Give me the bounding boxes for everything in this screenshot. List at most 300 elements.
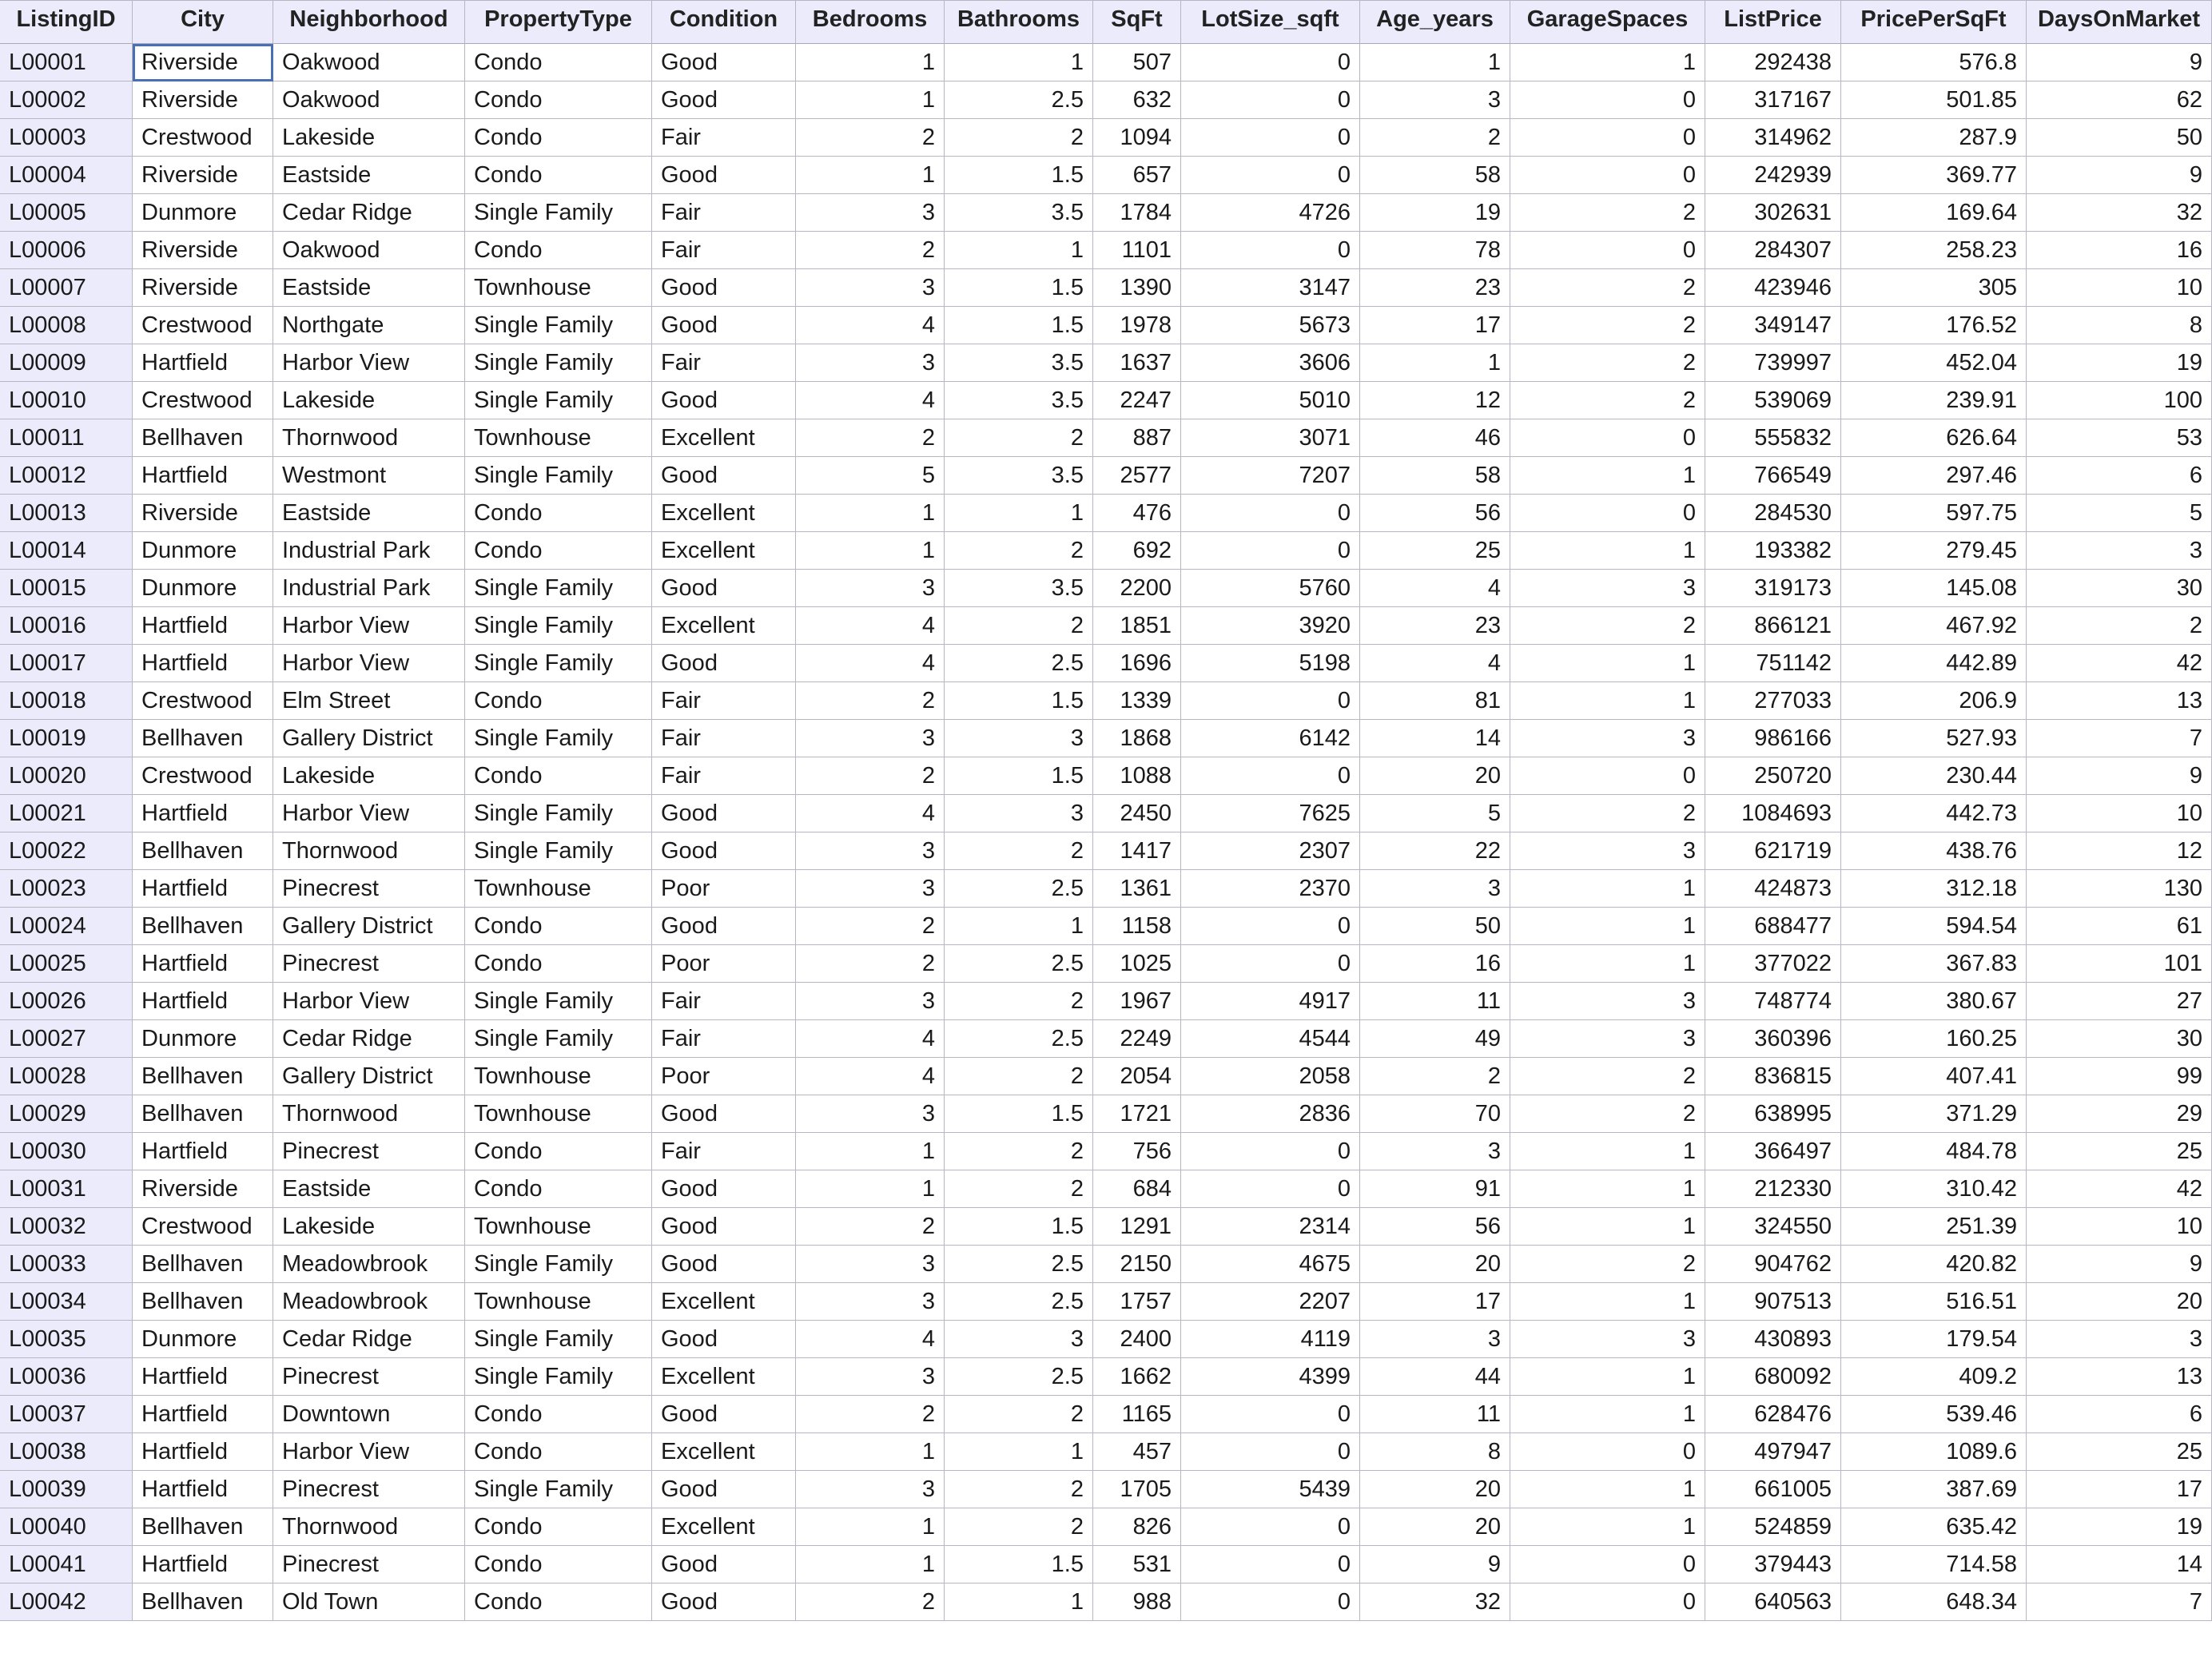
table-cell[interactable]: 1 xyxy=(945,232,1093,269)
table-cell[interactable]: Hartfield xyxy=(133,1546,273,1583)
table-cell[interactable]: 2 xyxy=(796,1396,945,1433)
column-header-bedrooms[interactable]: Bedrooms xyxy=(796,1,945,44)
table-cell[interactable]: 379443 xyxy=(1705,1546,1841,1583)
table-cell[interactable]: 7 xyxy=(2027,720,2212,757)
table-cell[interactable]: Lakeside xyxy=(273,757,465,795)
table-cell[interactable]: 3 xyxy=(1510,720,1705,757)
table-cell[interactable]: Harbor View xyxy=(273,1433,465,1471)
table-cell[interactable]: 324550 xyxy=(1705,1208,1841,1246)
table-cell[interactable]: Bellhaven xyxy=(133,1583,273,1621)
table-cell[interactable]: 2 xyxy=(796,1208,945,1246)
table-cell[interactable]: 58 xyxy=(1360,457,1510,495)
row-header-cell[interactable]: L00032 xyxy=(0,1208,133,1246)
table-cell[interactable]: 2 xyxy=(945,419,1093,457)
table-cell[interactable]: 1705 xyxy=(1093,1471,1181,1508)
table-cell[interactable]: Single Family xyxy=(465,795,652,832)
column-header-garagespaces[interactable]: GarageSpaces xyxy=(1510,1,1705,44)
table-cell[interactable]: 5010 xyxy=(1181,382,1360,419)
table-cell[interactable]: 836815 xyxy=(1705,1058,1841,1095)
table-cell[interactable]: 3.5 xyxy=(945,457,1093,495)
table-cell[interactable]: 0 xyxy=(1510,495,1705,532)
table-cell[interactable]: 1978 xyxy=(1093,307,1181,344)
table-cell[interactable]: 16 xyxy=(1360,945,1510,983)
table-cell[interactable]: 2450 xyxy=(1093,795,1181,832)
column-header-condition[interactable]: Condition xyxy=(652,1,796,44)
table-cell[interactable]: Single Family xyxy=(465,1321,652,1358)
table-cell[interactable]: 1158 xyxy=(1093,908,1181,945)
table-cell[interactable]: 1 xyxy=(945,1433,1093,1471)
table-cell[interactable]: 22 xyxy=(1360,832,1510,870)
table-cell[interactable]: Crestwood xyxy=(133,757,273,795)
table-cell[interactable]: 3 xyxy=(1510,1020,1705,1058)
table-cell[interactable]: 1696 xyxy=(1093,645,1181,682)
table-cell[interactable]: 3 xyxy=(796,983,945,1020)
table-cell[interactable]: 866121 xyxy=(1705,607,1841,645)
table-cell[interactable]: 2 xyxy=(1510,269,1705,307)
table-cell[interactable]: 1868 xyxy=(1093,720,1181,757)
table-cell[interactable]: 4 xyxy=(796,607,945,645)
row-header-cell[interactable]: L00025 xyxy=(0,945,133,983)
row-header-cell[interactable]: L00037 xyxy=(0,1396,133,1433)
table-cell[interactable]: 1 xyxy=(796,157,945,194)
table-cell[interactable]: 297.46 xyxy=(1841,457,2027,495)
table-cell[interactable]: Hartfield xyxy=(133,1396,273,1433)
table-cell[interactable]: 0 xyxy=(1510,119,1705,157)
table-cell[interactable]: 1 xyxy=(796,532,945,570)
table-cell[interactable]: 1721 xyxy=(1093,1095,1181,1133)
table-cell[interactable]: 0 xyxy=(1181,495,1360,532)
table-cell[interactable]: 3 xyxy=(796,344,945,382)
table-cell[interactable]: 2249 xyxy=(1093,1020,1181,1058)
table-cell[interactable]: 0 xyxy=(1181,81,1360,119)
table-cell[interactable]: 91 xyxy=(1360,1170,1510,1208)
table-cell[interactable]: Bellhaven xyxy=(133,720,273,757)
table-cell[interactable]: Cedar Ridge xyxy=(273,1020,465,1058)
table-cell[interactable]: 1.5 xyxy=(945,1546,1093,1583)
table-cell[interactable]: 49 xyxy=(1360,1020,1510,1058)
column-header-listingid[interactable]: ListingID xyxy=(0,1,133,44)
row-header-cell[interactable]: L00022 xyxy=(0,832,133,870)
table-cell[interactable]: Riverside xyxy=(133,81,273,119)
table-cell[interactable]: 14 xyxy=(2027,1546,2212,1583)
table-cell[interactable]: 4 xyxy=(1360,645,1510,682)
table-cell[interactable]: 3147 xyxy=(1181,269,1360,307)
table-cell[interactable]: 457 xyxy=(1093,1433,1181,1471)
table-cell[interactable]: 1 xyxy=(945,1583,1093,1621)
table-cell[interactable]: Eastside xyxy=(273,1170,465,1208)
table-cell[interactable]: 23 xyxy=(1360,607,1510,645)
table-cell[interactable]: 3 xyxy=(796,1471,945,1508)
table-cell[interactable]: Fair xyxy=(652,194,796,232)
table-cell[interactable]: 4399 xyxy=(1181,1358,1360,1396)
column-header-city[interactable]: City xyxy=(133,1,273,44)
table-cell[interactable]: Hartfield xyxy=(133,1471,273,1508)
row-header-cell[interactable]: L00012 xyxy=(0,457,133,495)
table-cell[interactable]: 442.73 xyxy=(1841,795,2027,832)
table-cell[interactable]: Condo xyxy=(465,232,652,269)
table-cell[interactable]: Pinecrest xyxy=(273,1471,465,1508)
table-cell[interactable]: 312.18 xyxy=(1841,870,2027,908)
table-cell[interactable]: Harbor View xyxy=(273,645,465,682)
table-cell[interactable]: 13 xyxy=(2027,682,2212,720)
table-cell[interactable]: 0 xyxy=(1181,1508,1360,1546)
table-cell[interactable]: Townhouse xyxy=(465,1058,652,1095)
table-cell[interactable]: Condo xyxy=(465,1433,652,1471)
row-header-cell[interactable]: L00040 xyxy=(0,1508,133,1546)
table-cell[interactable]: Excellent xyxy=(652,419,796,457)
table-cell[interactable]: Gallery District xyxy=(273,720,465,757)
table-cell[interactable]: Condo xyxy=(465,81,652,119)
table-cell[interactable]: 380.67 xyxy=(1841,983,2027,1020)
table-cell[interactable]: Fair xyxy=(652,232,796,269)
table-cell[interactable]: 2.5 xyxy=(945,945,1093,983)
table-cell[interactable]: Lakeside xyxy=(273,382,465,419)
table-cell[interactable]: Fair xyxy=(652,757,796,795)
table-cell[interactable]: Bellhaven xyxy=(133,1058,273,1095)
table-cell[interactable]: 0 xyxy=(1181,232,1360,269)
table-cell[interactable]: 516.51 xyxy=(1841,1283,2027,1321)
table-cell[interactable]: 3 xyxy=(796,1246,945,1283)
table-cell[interactable]: 476 xyxy=(1093,495,1181,532)
table-cell[interactable]: Industrial Park xyxy=(273,570,465,607)
table-cell[interactable]: 2.5 xyxy=(945,1358,1093,1396)
table-cell[interactable]: Thornwood xyxy=(273,832,465,870)
table-cell[interactable]: 6142 xyxy=(1181,720,1360,757)
table-cell[interactable]: 539069 xyxy=(1705,382,1841,419)
table-cell[interactable]: 8 xyxy=(2027,307,2212,344)
table-cell[interactable]: Crestwood xyxy=(133,382,273,419)
table-cell[interactable]: Hartfield xyxy=(133,645,273,682)
table-cell[interactable]: 6 xyxy=(2027,457,2212,495)
table-cell[interactable]: 2400 xyxy=(1093,1321,1181,1358)
table-cell[interactable]: 0 xyxy=(1510,81,1705,119)
table-cell[interactable]: 2 xyxy=(945,1471,1093,1508)
table-cell[interactable]: 409.2 xyxy=(1841,1358,2027,1396)
table-cell[interactable]: 1.5 xyxy=(945,1208,1093,1246)
table-cell[interactable]: Good xyxy=(652,457,796,495)
table-cell[interactable]: 2577 xyxy=(1093,457,1181,495)
table-cell[interactable]: 145.08 xyxy=(1841,570,2027,607)
table-cell[interactable]: 3.5 xyxy=(945,194,1093,232)
table-cell[interactable]: 1 xyxy=(796,1546,945,1583)
table-cell[interactable]: Condo xyxy=(465,1170,652,1208)
table-cell[interactable]: Hartfield xyxy=(133,607,273,645)
row-header-cell[interactable]: L00042 xyxy=(0,1583,133,1621)
row-header-cell[interactable]: L00039 xyxy=(0,1471,133,1508)
table-cell[interactable]: 1165 xyxy=(1093,1396,1181,1433)
table-cell[interactable]: 99 xyxy=(2027,1058,2212,1095)
table-cell[interactable]: Single Family xyxy=(465,832,652,870)
table-cell[interactable]: 3.5 xyxy=(945,344,1093,382)
table-cell[interactable]: 3.5 xyxy=(945,570,1093,607)
row-header-cell[interactable]: L00011 xyxy=(0,419,133,457)
table-cell[interactable]: 626.64 xyxy=(1841,419,2027,457)
table-cell[interactable]: 4 xyxy=(796,382,945,419)
table-cell[interactable]: Oakwood xyxy=(273,44,465,81)
table-cell[interactable]: 3 xyxy=(796,870,945,908)
table-cell[interactable]: 371.29 xyxy=(1841,1095,2027,1133)
table-cell[interactable]: Downtown xyxy=(273,1396,465,1433)
table-cell[interactable]: Good xyxy=(652,1321,796,1358)
table-cell[interactable]: Crestwood xyxy=(133,307,273,344)
table-cell[interactable]: 1 xyxy=(796,1170,945,1208)
table-cell[interactable]: Condo xyxy=(465,532,652,570)
table-cell[interactable]: 2 xyxy=(945,983,1093,1020)
table-cell[interactable]: Industrial Park xyxy=(273,532,465,570)
table-cell[interactable]: 62 xyxy=(2027,81,2212,119)
column-header-propertytype[interactable]: PropertyType xyxy=(465,1,652,44)
table-cell[interactable]: 2 xyxy=(1510,795,1705,832)
table-cell[interactable]: 1417 xyxy=(1093,832,1181,870)
table-cell[interactable]: 3.5 xyxy=(945,382,1093,419)
table-cell[interactable]: Excellent xyxy=(652,1283,796,1321)
row-header-cell[interactable]: L00023 xyxy=(0,870,133,908)
table-cell[interactable]: 50 xyxy=(1360,908,1510,945)
table-cell[interactable]: 81 xyxy=(1360,682,1510,720)
table-cell[interactable]: 250720 xyxy=(1705,757,1841,795)
table-cell[interactable]: 1 xyxy=(945,44,1093,81)
table-cell[interactable]: 0 xyxy=(1181,1170,1360,1208)
table-cell[interactable]: Dunmore xyxy=(133,1020,273,1058)
table-cell[interactable]: 1851 xyxy=(1093,607,1181,645)
table-cell[interactable]: Single Family xyxy=(465,1471,652,1508)
table-cell[interactable]: 2 xyxy=(2027,607,2212,645)
table-cell[interactable]: Riverside xyxy=(133,157,273,194)
table-cell[interactable]: 2 xyxy=(945,1058,1093,1095)
table-cell[interactable]: 317167 xyxy=(1705,81,1841,119)
row-header-cell[interactable]: L00031 xyxy=(0,1170,133,1208)
table-cell[interactable]: 3 xyxy=(2027,1321,2212,1358)
table-cell[interactable]: 78 xyxy=(1360,232,1510,269)
table-cell[interactable]: Riverside xyxy=(133,232,273,269)
row-header-cell[interactable]: L00005 xyxy=(0,194,133,232)
table-cell[interactable]: 0 xyxy=(1181,757,1360,795)
table-cell[interactable]: Fair xyxy=(652,682,796,720)
table-cell[interactable]: Good xyxy=(652,307,796,344)
table-cell[interactable]: 1.5 xyxy=(945,682,1093,720)
table-cell[interactable]: 2 xyxy=(796,945,945,983)
table-cell[interactable]: Oakwood xyxy=(273,81,465,119)
table-cell[interactable]: Harbor View xyxy=(273,983,465,1020)
table-cell[interactable]: 4 xyxy=(796,1321,945,1358)
table-cell[interactable]: 10 xyxy=(2027,1208,2212,1246)
table-cell[interactable]: 2 xyxy=(1510,382,1705,419)
table-cell[interactable]: Poor xyxy=(652,945,796,983)
table-cell[interactable]: 2207 xyxy=(1181,1283,1360,1321)
table-cell[interactable]: 0 xyxy=(1510,157,1705,194)
table-cell[interactable]: 988 xyxy=(1093,1583,1181,1621)
table-cell[interactable]: 2 xyxy=(1510,194,1705,232)
table-cell[interactable]: Hartfield xyxy=(133,945,273,983)
table-cell[interactable]: 2.5 xyxy=(945,1246,1093,1283)
table-cell[interactable]: 2 xyxy=(1360,1058,1510,1095)
table-cell[interactable]: 7207 xyxy=(1181,457,1360,495)
table-cell[interactable]: 424873 xyxy=(1705,870,1841,908)
table-cell[interactable]: 1089.6 xyxy=(1841,1433,2027,1471)
table-cell[interactable]: 3 xyxy=(945,795,1093,832)
table-cell[interactable]: 1 xyxy=(1510,1358,1705,1396)
table-cell[interactable]: Pinecrest xyxy=(273,1358,465,1396)
table-cell[interactable]: 527.93 xyxy=(1841,720,2027,757)
row-header-cell[interactable]: L00041 xyxy=(0,1546,133,1583)
table-cell[interactable]: Eastside xyxy=(273,157,465,194)
table-cell[interactable]: 1.5 xyxy=(945,757,1093,795)
table-cell[interactable]: Gallery District xyxy=(273,908,465,945)
table-cell[interactable]: 638995 xyxy=(1705,1095,1841,1133)
table-cell[interactable]: 0 xyxy=(1181,532,1360,570)
table-cell[interactable]: 17 xyxy=(1360,1283,1510,1321)
table-cell[interactable]: Single Family xyxy=(465,382,652,419)
table-cell[interactable]: 25 xyxy=(2027,1133,2212,1170)
table-cell[interactable]: 576.8 xyxy=(1841,44,2027,81)
row-header-cell[interactable]: L00003 xyxy=(0,119,133,157)
table-cell[interactable]: Hartfield xyxy=(133,1433,273,1471)
table-cell[interactable]: 1088 xyxy=(1093,757,1181,795)
table-cell[interactable]: 2 xyxy=(945,1508,1093,1546)
table-cell[interactable]: 0 xyxy=(1510,1433,1705,1471)
row-header-cell[interactable]: L00033 xyxy=(0,1246,133,1283)
table-cell[interactable]: 1 xyxy=(796,44,945,81)
table-cell[interactable]: Condo xyxy=(465,1583,652,1621)
table-cell[interactable]: 3 xyxy=(1510,832,1705,870)
row-header-cell[interactable]: L00038 xyxy=(0,1433,133,1471)
table-cell[interactable]: 739997 xyxy=(1705,344,1841,382)
table-cell[interactable]: 284307 xyxy=(1705,232,1841,269)
table-cell[interactable]: Good xyxy=(652,908,796,945)
table-cell[interactable]: 1662 xyxy=(1093,1358,1181,1396)
table-cell[interactable]: Good xyxy=(652,1095,796,1133)
table-cell[interactable]: 1.5 xyxy=(945,157,1093,194)
table-cell[interactable]: 2 xyxy=(796,119,945,157)
table-cell[interactable]: 349147 xyxy=(1705,307,1841,344)
table-cell[interactable]: 0 xyxy=(1181,1546,1360,1583)
table-cell[interactable]: 531 xyxy=(1093,1546,1181,1583)
table-cell[interactable]: Excellent xyxy=(652,495,796,532)
table-cell[interactable]: 20 xyxy=(2027,1283,2212,1321)
table-cell[interactable]: 2 xyxy=(945,532,1093,570)
table-cell[interactable]: Good xyxy=(652,1208,796,1246)
table-cell[interactable]: Good xyxy=(652,645,796,682)
table-cell[interactable]: 2 xyxy=(1510,1058,1705,1095)
table-cell[interactable]: 2314 xyxy=(1181,1208,1360,1246)
table-cell[interactable]: 251.39 xyxy=(1841,1208,2027,1246)
table-cell[interactable]: 2 xyxy=(945,832,1093,870)
table-cell[interactable]: 420.82 xyxy=(1841,1246,2027,1283)
table-cell[interactable]: Good xyxy=(652,1583,796,1621)
row-header-cell[interactable]: L00030 xyxy=(0,1133,133,1170)
table-cell[interactable]: Townhouse xyxy=(465,870,652,908)
table-cell[interactable]: 1 xyxy=(945,495,1093,532)
table-cell[interactable]: 3 xyxy=(1510,983,1705,1020)
table-cell[interactable]: 0 xyxy=(1181,119,1360,157)
table-cell[interactable]: Single Family xyxy=(465,1246,652,1283)
table-cell[interactable]: 1637 xyxy=(1093,344,1181,382)
table-cell[interactable]: 3 xyxy=(1360,870,1510,908)
table-cell[interactable]: 1084693 xyxy=(1705,795,1841,832)
table-cell[interactable]: Townhouse xyxy=(465,1095,652,1133)
table-cell[interactable]: 467.92 xyxy=(1841,607,2027,645)
table-cell[interactable]: Condo xyxy=(465,945,652,983)
table-cell[interactable]: 1 xyxy=(1510,1133,1705,1170)
table-cell[interactable]: 2 xyxy=(1510,344,1705,382)
table-cell[interactable]: 2.5 xyxy=(945,870,1093,908)
table-cell[interactable]: 2 xyxy=(1510,1095,1705,1133)
table-cell[interactable]: Dunmore xyxy=(133,194,273,232)
table-cell[interactable]: 3 xyxy=(796,720,945,757)
table-cell[interactable]: 2 xyxy=(945,1170,1093,1208)
table-cell[interactable]: 3 xyxy=(1360,1321,1510,1358)
table-cell[interactable]: 0 xyxy=(1181,1433,1360,1471)
table-cell[interactable]: 1 xyxy=(1510,682,1705,720)
table-cell[interactable]: 438.76 xyxy=(1841,832,2027,870)
table-cell[interactable]: Single Family xyxy=(465,645,652,682)
table-cell[interactable]: Old Town xyxy=(273,1583,465,1621)
table-cell[interactable]: 4 xyxy=(796,795,945,832)
table-cell[interactable]: Riverside xyxy=(133,1170,273,1208)
table-cell[interactable]: 1 xyxy=(1510,1208,1705,1246)
table-cell[interactable]: Condo xyxy=(465,1508,652,1546)
table-cell[interactable]: 484.78 xyxy=(1841,1133,2027,1170)
table-cell[interactable]: 0 xyxy=(1181,1583,1360,1621)
table-cell[interactable]: 206.9 xyxy=(1841,682,2027,720)
table-cell[interactable]: 0 xyxy=(1181,908,1360,945)
table-cell[interactable]: Single Family xyxy=(465,307,652,344)
table-cell[interactable]: 25 xyxy=(1360,532,1510,570)
table-cell[interactable]: 407.41 xyxy=(1841,1058,2027,1095)
table-cell[interactable]: Lakeside xyxy=(273,119,465,157)
column-header-pricepersqft[interactable]: PricePerSqFt xyxy=(1841,1,2027,44)
table-cell[interactable]: 20 xyxy=(1360,1246,1510,1283)
table-cell[interactable]: 310.42 xyxy=(1841,1170,2027,1208)
table-cell[interactable]: 3 xyxy=(1510,570,1705,607)
table-cell[interactable]: Hartfield xyxy=(133,1358,273,1396)
table-cell[interactable]: Crestwood xyxy=(133,682,273,720)
table-cell[interactable]: 751142 xyxy=(1705,645,1841,682)
table-cell[interactable]: 1 xyxy=(1510,44,1705,81)
table-cell[interactable]: Fair xyxy=(652,983,796,1020)
table-cell[interactable]: 58 xyxy=(1360,157,1510,194)
table-cell[interactable]: 4726 xyxy=(1181,194,1360,232)
table-cell[interactable]: Harbor View xyxy=(273,344,465,382)
table-cell[interactable]: Good xyxy=(652,44,796,81)
table-cell[interactable]: 30 xyxy=(2027,570,2212,607)
table-cell[interactable]: 1 xyxy=(1510,532,1705,570)
table-cell[interactable]: Pinecrest xyxy=(273,945,465,983)
table-cell[interactable]: 1 xyxy=(1510,1471,1705,1508)
table-cell[interactable]: Single Family xyxy=(465,344,652,382)
table-cell[interactable]: Single Family xyxy=(465,1358,652,1396)
table-cell[interactable]: Good xyxy=(652,81,796,119)
table-cell[interactable]: 9 xyxy=(1360,1546,1510,1583)
table-cell[interactable]: Condo xyxy=(465,757,652,795)
row-header-cell[interactable]: L00002 xyxy=(0,81,133,119)
row-header-cell[interactable]: L00020 xyxy=(0,757,133,795)
table-cell[interactable]: 160.25 xyxy=(1841,1020,2027,1058)
table-cell[interactable]: 907513 xyxy=(1705,1283,1841,1321)
table-cell[interactable]: 2 xyxy=(796,232,945,269)
table-cell[interactable]: Condo xyxy=(465,682,652,720)
table-cell[interactable]: 1 xyxy=(945,908,1093,945)
table-cell[interactable]: Fair xyxy=(652,720,796,757)
table-cell[interactable]: 635.42 xyxy=(1841,1508,2027,1546)
row-header-cell[interactable]: L00017 xyxy=(0,645,133,682)
table-cell[interactable]: Good xyxy=(652,382,796,419)
table-cell[interactable]: Condo xyxy=(465,1546,652,1583)
table-cell[interactable]: 1.5 xyxy=(945,307,1093,344)
table-cell[interactable]: 2 xyxy=(945,1396,1093,1433)
table-cell[interactable]: 239.91 xyxy=(1841,382,2027,419)
table-cell[interactable]: 1 xyxy=(796,1433,945,1471)
